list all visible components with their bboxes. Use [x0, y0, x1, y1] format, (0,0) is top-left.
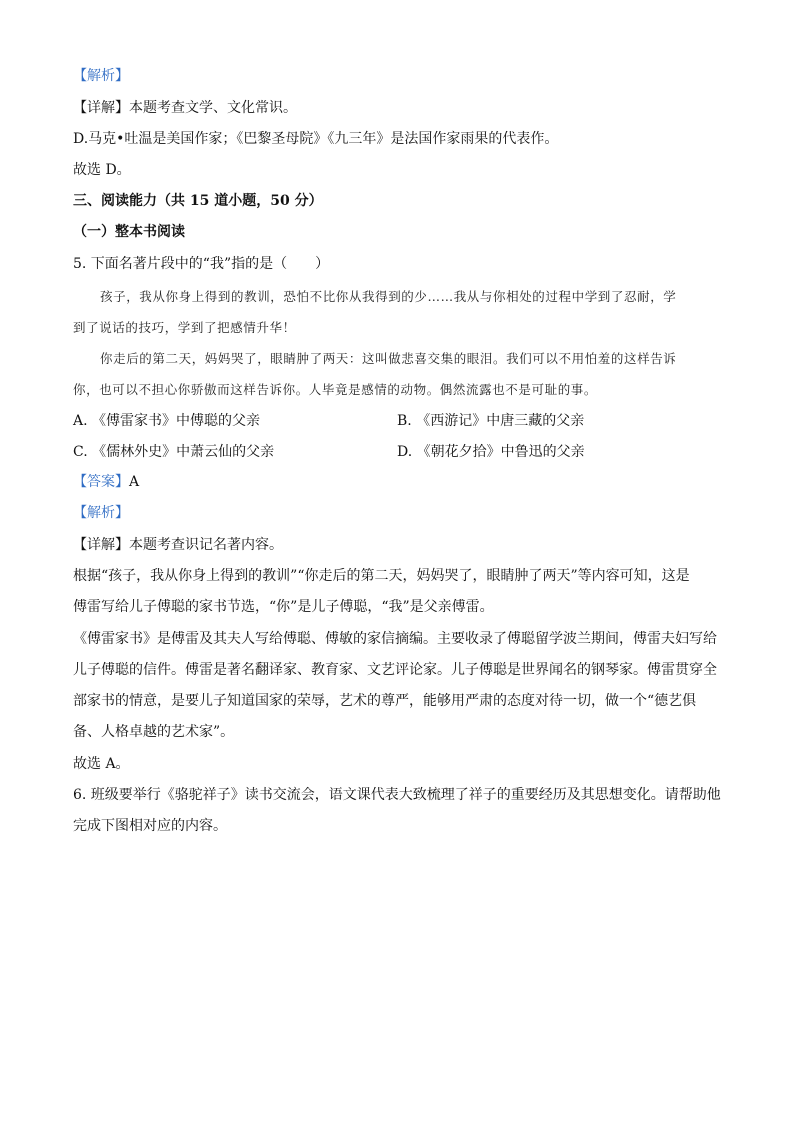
excerpt-line: 到了说话的技巧，学到了把感情升华！ — [73, 320, 296, 335]
explanation-line: 儿子傅聪的信件。傅雷是著名翻译家、教育家、文艺评论家。儿子傅聪是世界闻名的钢琴家。傅雷贯穿全 — [73, 662, 717, 678]
analysis-tag: 【解析】 — [73, 505, 129, 521]
explanation-line: 备、人格卓越的艺术家”。 — [73, 724, 235, 740]
option-b: B. 《西游记》中唐三藏的父亲 — [397, 413, 585, 429]
analysis-tag: 【解析】 — [73, 68, 129, 84]
option-d-note: D.马克•吐温是美国作家；《巴黎圣母院》《九三年》是法国作家雨果的代表作。 — [73, 131, 559, 147]
question-6-stem: 6. 班级要举行《骆驼祥子》读书交流会，语文课代表大致梳理了祥子的重要经历及其思想变化。请帮助他 — [73, 787, 721, 803]
option-a: A. 《傅雷家书》中傅聪的父亲 — [73, 413, 261, 429]
question-6-stem: 完成下图相对应的内容。 — [73, 818, 227, 834]
answer-tag: 【答案】 — [73, 474, 129, 490]
detail-line: 【详解】本题考查文学、文化常识。 — [73, 100, 297, 116]
conclusion: 故选 A。 — [73, 756, 130, 772]
answer-value: A — [129, 474, 140, 490]
excerpt-line: 你，也可以不担心你骄傲而这样告诉你。人毕竟是感情的动物。偶然流露也不是可耻的事。 — [73, 382, 598, 397]
excerpt-line: 孩子，我从你身上得到的教训，恐怕不比你从我得到的少……我从与你相处的过程中学到了忍耐，学 — [100, 289, 677, 304]
explanation-line: 傅雷写给儿子傅聪的家书节选，“你”是儿子傅聪，“我”是父亲傅雷。 — [73, 599, 494, 615]
excerpt-line: 你走后的第二天，妈妈哭了，眼睛肿了两天：这叫做悲喜交集的眼泪。我们可以不用怕羞的这样告诉 — [100, 351, 677, 366]
section-subtitle: （一）整本书阅读 — [73, 224, 185, 240]
explanation-line: 《傅雷家书》是傅雷及其夫人写给傅聪、傅敏的家信摘编。主要收录了傅聪留学波兰期间，傅雷夫妇写给 — [73, 631, 717, 647]
option-d: D. 《朝花夕拾》中鲁迅的父亲 — [397, 444, 585, 460]
section-title: 三、阅读能力（共 15 道小题，50 分） — [73, 193, 323, 209]
detail-line: 【详解】本题考查识记名著内容。 — [73, 537, 283, 553]
explanation-line: 部家书的情意，是要儿子知道国家的荣辱，艺术的尊严，能够用严肃的态度对待一切，做一个“德艺俱 — [73, 693, 697, 709]
answer-line — [73, 472, 139, 492]
conclusion: 故选 D。 — [73, 162, 131, 178]
question-5-stem: 5. 下面名著片段中的“我”指的是（ ） — [73, 256, 330, 272]
explanation-line: 根据“孩子，我从你身上得到的教训”“你走后的第二天，妈妈哭了，眼睛肿了两天”等内容可知，这是 — [73, 568, 690, 584]
option-c: C. 《儒林外史》中萧云仙的父亲 — [73, 444, 275, 460]
